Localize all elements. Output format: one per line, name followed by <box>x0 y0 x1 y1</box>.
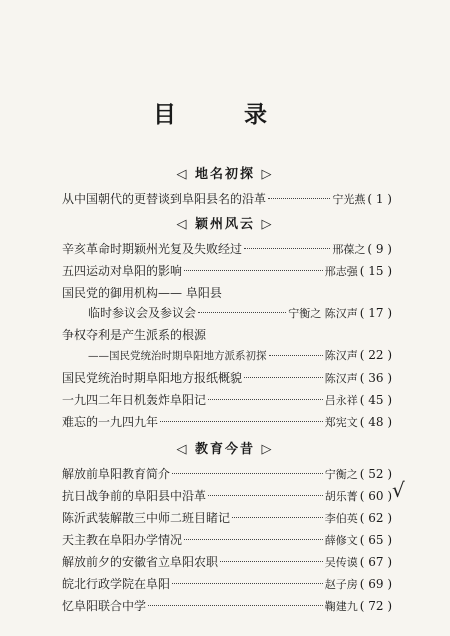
toc-entry <box>62 262 392 279</box>
entry-title: 国民党统治时期阜阳地方报纸概貌 <box>62 371 243 385</box>
toc-entry-line1: 国民党的御用机构—— 阜阳县 <box>62 286 222 300</box>
toc-entry <box>62 465 392 482</box>
dot-leader <box>198 312 286 313</box>
toc-entry <box>88 347 392 363</box>
entry-author: 吴传谟 <box>324 556 358 569</box>
entry-author: 薛修文 <box>324 534 358 547</box>
entry-page: ( 67 ) <box>359 555 392 569</box>
entry-page: ( 52 ) <box>359 467 392 481</box>
entry-page: ( 22 ) <box>359 348 392 362</box>
dot-leader <box>160 421 323 422</box>
section-heading-place-names: ◁ 地名初探 ▷ <box>176 167 274 182</box>
dot-leader <box>244 377 323 378</box>
entry-title: 皖北行政学院在阜阳 <box>62 577 171 591</box>
entry-author: 宁衡之 陈汉声 <box>288 307 358 320</box>
toc-entry <box>62 509 392 526</box>
section-heading-yingzhou: ◁ 颖州风云 ▷ <box>176 217 274 232</box>
entry-title: 一九四二年日机轰炸阜阳记 <box>62 393 207 407</box>
toc-entry <box>62 190 392 207</box>
entry-page: ( 17 ) <box>359 306 392 320</box>
entry-author: 宁光燕 <box>332 193 366 206</box>
dot-leader <box>220 561 323 562</box>
page-title: 目 录 <box>152 101 297 128</box>
entry-author: 陈汉声 <box>324 349 358 362</box>
entry-author: 陈汉声 <box>324 372 358 385</box>
entry-title: 解放前夕的安徽省立阜阳农职 <box>62 555 219 569</box>
toc-entry <box>62 413 392 430</box>
entry-page: ( 9 ) <box>367 242 392 256</box>
entry-title: 难忘的一九四九年 <box>62 415 159 429</box>
entry-author: 赵子房 <box>324 578 358 591</box>
toc-entry <box>62 369 392 386</box>
entry-title: 临时参议会及参议会 <box>88 306 197 320</box>
entry-title: ——国民党统治时期阜阳地方派系初探 <box>88 350 267 362</box>
toc-entry <box>62 575 392 592</box>
toc-entry-line1: 争权夺利是产生派系的根源 <box>62 328 207 342</box>
dot-leader <box>148 605 323 606</box>
entry-page: ( 1 ) <box>367 192 392 206</box>
entry-author: 郑宪文 <box>324 416 358 429</box>
dot-leader <box>244 248 330 249</box>
handwritten-check-mark: √ <box>392 478 405 502</box>
dot-leader <box>172 473 323 474</box>
toc-entry <box>62 597 392 614</box>
toc-entry <box>62 531 392 548</box>
entry-author: 吕永祥 <box>324 394 358 407</box>
entry-title: 陈沂武装解散三中师二班目睹记 <box>62 511 231 525</box>
entry-author: 胡乐菁 <box>324 490 358 503</box>
entry-title: 忆阜阳联合中学 <box>62 599 147 613</box>
toc-entry <box>88 304 392 321</box>
entry-author: 邢葆之 <box>332 243 366 256</box>
entry-page: ( 62 ) <box>359 511 392 525</box>
dot-leader <box>172 583 323 584</box>
entry-title: 抗日战争前的阜阳县中沿革 <box>62 489 207 503</box>
dot-leader <box>269 355 323 356</box>
entry-author: 鞠建九 <box>324 600 358 613</box>
entry-page: ( 15 ) <box>359 264 392 278</box>
entry-page: ( 69 ) <box>359 577 392 591</box>
entry-page: ( 65 ) <box>359 533 392 547</box>
dot-leader <box>208 399 323 400</box>
toc-entry <box>62 391 392 408</box>
toc-entry <box>62 240 392 257</box>
entry-page: ( 48 ) <box>359 415 392 429</box>
entry-title: 从中国朝代的更替谈到阜阳县名的沿革 <box>62 192 267 206</box>
entry-author: 李伯英 <box>324 512 358 525</box>
entry-title: 辛亥革命时期颖州光复及失败经过 <box>62 242 243 256</box>
toc-entry <box>62 553 392 570</box>
section-heading-education: ◁ 教育今昔 ▷ <box>176 442 274 457</box>
dot-leader <box>208 495 323 496</box>
entry-page: ( 36 ) <box>359 371 392 385</box>
toc-entry <box>62 487 392 504</box>
dot-leader <box>184 270 323 271</box>
dot-leader <box>184 539 323 540</box>
entry-page: ( 45 ) <box>359 393 392 407</box>
entry-title: 五四运动对阜阳的影响 <box>62 264 183 278</box>
dot-leader <box>268 198 330 199</box>
entry-page: ( 72 ) <box>359 599 392 613</box>
entry-author: 邢志强 <box>324 265 358 278</box>
entry-page: ( 60 ) <box>359 489 392 503</box>
entry-title: 解放前阜阳教育简介 <box>62 467 171 481</box>
dot-leader <box>232 517 323 518</box>
entry-author: 宁衡之 <box>324 468 358 481</box>
entry-title: 天主教在阜阳办学情况 <box>62 533 183 547</box>
